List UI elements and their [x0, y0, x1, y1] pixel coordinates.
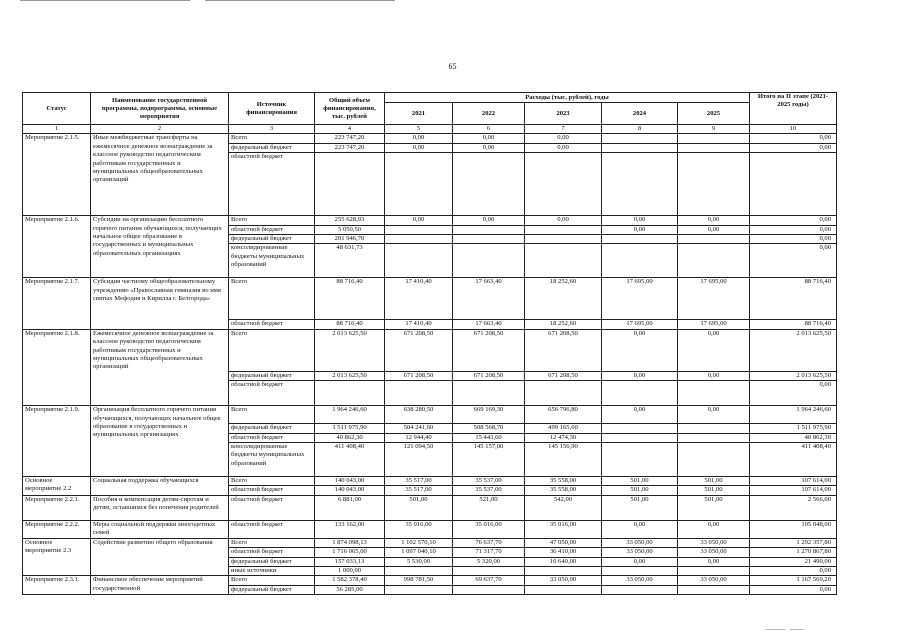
row-year-value: 0,00 — [678, 329, 750, 371]
scan-edge-line — [765, 629, 785, 630]
row-year-value: 521,00 — [453, 495, 525, 520]
row-source: иные источники — [229, 566, 315, 575]
header-name: Наименование государственной программы, подпрограммы, основные мероприятия — [91, 93, 229, 125]
row-total: 201 946,70 — [315, 235, 385, 244]
row-total: 40 862,30 — [315, 433, 385, 442]
header-year: 2023 — [525, 103, 602, 125]
row-stage-total: 1 292 357,80 — [750, 538, 837, 547]
row-year-value — [385, 225, 453, 234]
row-source: областной бюджет — [229, 433, 315, 442]
row-year-value: 0,00 — [602, 225, 678, 234]
row-stage-total: 0,00 — [750, 566, 837, 575]
table-row — [23, 329, 837, 371]
row-year-value: 0,00 — [525, 143, 602, 152]
row-year-value: 5 320,00 — [453, 557, 525, 566]
row-year-value — [453, 225, 525, 234]
row-source: федеральный бюджет — [229, 557, 315, 566]
row-year-value: 17 663,40 — [453, 320, 525, 329]
row-year-value: 15 443,60 — [453, 433, 525, 442]
row-source: Всего — [229, 406, 315, 424]
row-year-value — [602, 433, 678, 442]
row-year-value: 17 695,00 — [678, 278, 750, 320]
row-year-value: 33 050,00 — [525, 576, 602, 585]
row-year-value: 501,00 — [678, 495, 750, 520]
row-year-value — [678, 244, 750, 278]
row-status: Мероприятие 2.2.1. — [23, 495, 91, 520]
row-year-value: 35 517,00 — [385, 477, 453, 486]
row-stage-total: 2 013 625,50 — [750, 371, 837, 380]
row-year-value: 69 637,70 — [453, 576, 525, 585]
header-total: Общий объем финансирования, тыс. рублей — [315, 93, 385, 125]
header-status: Статус — [23, 93, 91, 125]
row-year-value: 638 280,50 — [385, 406, 453, 424]
row-year-value: 508 568,70 — [453, 424, 525, 433]
row-year-value: 17 695,00 — [602, 320, 678, 329]
row-total: 157 033,13 — [315, 557, 385, 566]
row-year-value: 35 016,00 — [525, 520, 602, 538]
row-total: 1 716 065,00 — [315, 548, 385, 557]
row-year-value — [525, 235, 602, 244]
row-year-value — [602, 585, 678, 594]
row-year-value: 0,00 — [602, 216, 678, 225]
row-stage-total: 21 490,00 — [750, 557, 837, 566]
row-year-value — [525, 225, 602, 234]
row-year-value — [525, 244, 602, 278]
row-year-value: 33 050,00 — [602, 548, 678, 557]
row-source: федеральный бюджет — [229, 143, 315, 152]
row-year-value: 0,00 — [525, 134, 602, 143]
row-year-value: 671 208,50 — [385, 329, 453, 371]
row-name: Финансовое обеспечение мероприятий государственной — [91, 576, 229, 595]
row-total: 1 511 975,90 — [315, 424, 385, 433]
row-year-value — [385, 566, 453, 575]
row-year-value: 0,00 — [602, 520, 678, 538]
row-stage-total: 107 614,00 — [750, 477, 837, 486]
row-total: 6 881,00 — [315, 495, 385, 520]
row-name: Содействие развитию общего образования — [91, 538, 229, 576]
row-total: 1 582 378,40 — [315, 576, 385, 585]
page-number: 65 — [448, 62, 457, 71]
row-stage-total: 0,00 — [750, 381, 837, 406]
column-index-row: 1 2 3 4 5 6 7 8 9 10 — [23, 125, 837, 134]
row-status: Мероприятие 2.1.7. — [23, 278, 91, 329]
row-year-value: 35 537,00 — [453, 486, 525, 495]
row-stage-total: 0,00 — [750, 143, 837, 152]
row-year-value — [602, 566, 678, 575]
row-stage-total: 107 614,00 — [750, 486, 837, 495]
row-stage-total: 0,00 — [750, 244, 837, 278]
row-name: Субсидия частному общеобразовательному учреждению «Православная гимназия во имя святых Мефодия и Кирилла г. Белгорода» — [91, 278, 229, 329]
row-total — [315, 153, 385, 216]
row-source: Всего — [229, 278, 315, 320]
table-row — [23, 495, 837, 520]
row-year-value: 5 530,00 — [385, 557, 453, 566]
row-year-value: 0,00 — [678, 520, 750, 538]
row-year-value — [678, 585, 750, 594]
row-source: областной бюджет — [229, 225, 315, 234]
row-year-value: 501,00 — [602, 477, 678, 486]
row-year-value: 36 410,00 — [525, 548, 602, 557]
row-year-value: 47 050,00 — [525, 538, 602, 547]
row-year-value — [602, 153, 678, 216]
row-year-value: 671 208,50 — [525, 371, 602, 380]
row-source: консолидированные бюджеты муниципальных образований — [229, 443, 315, 477]
table-row — [23, 477, 837, 486]
header-source: Источник финансирования — [229, 93, 315, 125]
row-year-value: 0,00 — [385, 143, 453, 152]
row-total: 56 285,00 — [315, 585, 385, 594]
row-total: 88 716,40 — [315, 320, 385, 329]
row-year-value: 121 094,50 — [385, 443, 453, 477]
row-name: Иные межбюджетные трансферты на ежемесячное денежное вознаграждение за классное руководство педагогическим работникам государственных и муниципальных общеобразовательных организаций — [91, 134, 229, 216]
row-source: Всего — [229, 134, 315, 143]
row-source: Всего — [229, 329, 315, 371]
row-year-value: 145 157,00 — [453, 443, 525, 477]
row-year-value: 0,00 — [602, 329, 678, 371]
row-total: 1 964 246,60 — [315, 406, 385, 424]
row-year-value: 17 410,40 — [385, 278, 453, 320]
row-source: областной бюджет — [229, 381, 315, 406]
row-total: 255 628,93 — [315, 216, 385, 225]
row-year-value: 671 208,50 — [385, 371, 453, 380]
row-status: Основное мероприятие 2.2 — [23, 477, 91, 496]
row-year-value: 35 537,00 — [453, 477, 525, 486]
row-year-value: 12 474,30 — [525, 433, 602, 442]
row-source: федеральный бюджет — [229, 235, 315, 244]
row-year-value — [678, 153, 750, 216]
row-year-value: 0,00 — [453, 134, 525, 143]
table-row — [23, 406, 837, 424]
row-year-value: 669 169,30 — [453, 406, 525, 424]
row-source: Всего — [229, 538, 315, 547]
row-year-value: 0,00 — [602, 406, 678, 424]
row-source: Всего — [229, 216, 315, 225]
row-total: 2 013 625,50 — [315, 329, 385, 371]
row-stage-total — [750, 153, 837, 216]
row-source: областной бюджет — [229, 520, 315, 538]
row-year-value — [525, 566, 602, 575]
table-row — [23, 520, 837, 538]
row-source: Всего — [229, 576, 315, 585]
row-year-value: 0,00 — [678, 406, 750, 424]
row-total: 5 050,50 — [315, 225, 385, 234]
row-year-value: 18 252,60 — [525, 320, 602, 329]
row-stage-total: 1 167 569,20 — [750, 576, 837, 585]
row-year-value: 0,00 — [453, 143, 525, 152]
row-year-value: 998 781,50 — [385, 576, 453, 585]
row-name: Меры социальной поддержки многодетных семей — [91, 520, 229, 538]
row-year-value — [678, 143, 750, 152]
row-stage-total: 1 511 975,90 — [750, 424, 837, 433]
row-year-value — [525, 153, 602, 216]
row-year-value — [602, 235, 678, 244]
row-year-value: 0,00 — [453, 216, 525, 225]
row-source: областной бюджет — [229, 486, 315, 495]
row-year-value — [678, 433, 750, 442]
row-year-value — [453, 381, 525, 406]
row-year-value — [602, 381, 678, 406]
row-name: Социальная поддержка обучающихся — [91, 477, 229, 496]
row-stage-total: 2 013 625,50 — [750, 329, 837, 371]
row-stage-total: 0,00 — [750, 134, 837, 143]
row-year-value — [602, 244, 678, 278]
row-year-value: 33 050,00 — [678, 548, 750, 557]
row-stage-total: 0,00 — [750, 235, 837, 244]
row-total: 140 043,00 — [315, 477, 385, 486]
row-year-value: 671 208,50 — [453, 371, 525, 380]
header-year: 2022 — [453, 103, 525, 125]
row-year-value: 499 165,60 — [525, 424, 602, 433]
row-total: 2 013 625,50 — [315, 371, 385, 380]
row-year-value — [678, 381, 750, 406]
row-stage-total: 0,00 — [750, 216, 837, 225]
row-year-value — [678, 134, 750, 143]
row-total: 1 874 098,13 — [315, 538, 385, 547]
row-total: 133 162,00 — [315, 520, 385, 538]
row-year-value: 501,00 — [602, 495, 678, 520]
row-year-value: 33 050,00 — [602, 538, 678, 547]
row-total: 411 408,40 — [315, 443, 385, 477]
table-row — [23, 278, 837, 320]
row-source: федеральный бюджет — [229, 585, 315, 594]
row-year-value: 504 241,60 — [385, 424, 453, 433]
row-year-value: 17 695,00 — [602, 278, 678, 320]
table-row — [23, 134, 837, 143]
row-year-value — [602, 134, 678, 143]
header-year: 2021 — [385, 103, 453, 125]
table-row — [23, 538, 837, 547]
row-year-value — [453, 566, 525, 575]
row-source: областной бюджет — [229, 495, 315, 520]
row-total: 223 747,20 — [315, 134, 385, 143]
row-year-value: 35 016,00 — [385, 520, 453, 538]
row-year-value: 0,00 — [525, 216, 602, 225]
row-year-value — [602, 443, 678, 477]
row-status: Мероприятие 2.2.2. — [23, 520, 91, 538]
row-stage-total: 0,00 — [750, 225, 837, 234]
row-year-value: 0,00 — [678, 557, 750, 566]
table-row — [23, 576, 837, 585]
row-source: консолидированные бюджеты муниципальных образований — [229, 244, 315, 278]
row-name: Ежемесячное денежное вознаграждение за классное руководство педагогическим работникам государственных и муниципальных общеобразовательных организаций — [91, 329, 229, 405]
row-year-value: 33 050,00 — [678, 538, 750, 547]
row-year-value: 671 208,50 — [453, 329, 525, 371]
row-year-value: 1 102 570,10 — [385, 538, 453, 547]
row-total — [315, 381, 385, 406]
row-year-value — [525, 585, 602, 594]
row-year-value — [678, 566, 750, 575]
row-year-value: 18 252,60 — [525, 278, 602, 320]
row-year-value: 0,00 — [602, 557, 678, 566]
row-source: областной бюджет — [229, 153, 315, 216]
row-year-value: 17 695,00 — [678, 320, 750, 329]
row-total: 88 716,40 — [315, 278, 385, 320]
header-stage: Итого на II этапе (2021-2025 годы) — [750, 93, 837, 125]
row-stage-total: 411 408,40 — [750, 443, 837, 477]
row-year-value — [678, 235, 750, 244]
row-year-value: 12 944,40 — [385, 433, 453, 442]
row-source: областной бюджет — [229, 548, 315, 557]
row-year-value: 0,00 — [385, 216, 453, 225]
table-row — [23, 216, 837, 225]
row-year-value: 0,00 — [678, 216, 750, 225]
row-year-value — [678, 424, 750, 433]
row-year-value: 501,00 — [678, 486, 750, 495]
row-year-value — [385, 244, 453, 278]
scan-edge-line — [790, 629, 804, 630]
row-year-value — [385, 381, 453, 406]
row-year-value: 0,00 — [602, 371, 678, 380]
row-year-value — [602, 143, 678, 152]
row-year-value — [453, 153, 525, 216]
row-year-value: 33 050,00 — [602, 576, 678, 585]
row-year-value — [525, 381, 602, 406]
row-year-value — [678, 443, 750, 477]
row-stage-total: 1 270 867,80 — [750, 548, 837, 557]
header-year: 2024 — [602, 103, 678, 125]
row-year-value — [385, 235, 453, 244]
row-year-value: 0,00 — [678, 225, 750, 234]
scan-edge-line — [205, 0, 395, 1]
row-year-value: 145 156,90 — [525, 443, 602, 477]
row-total: 1 000,00 — [315, 566, 385, 575]
row-year-value: 542,00 — [525, 495, 602, 520]
row-year-value: 35 558,00 — [525, 477, 602, 486]
row-year-value: 0,00 — [385, 134, 453, 143]
row-status: Мероприятие 2.1.8. — [23, 329, 91, 405]
scan-edge-line — [20, 0, 190, 1]
row-year-value: 71 317,70 — [453, 548, 525, 557]
row-name: Пособия и компенсация детям-сиротам и детям, оставшимся без попечения родителей — [91, 495, 229, 520]
row-year-value: 76 637,70 — [453, 538, 525, 547]
header-year: 2025 — [678, 103, 750, 125]
row-name: Субсидии на организацию бесплатного горячего питания обучающихся, получающих начальное общее образование в государственных и муниципальных образовательных организациях — [91, 216, 229, 278]
row-source: областной бюджет — [229, 320, 315, 329]
row-total: 140 043,00 — [315, 486, 385, 495]
header-expenses: Расходы (тыс. рублей), годы — [385, 93, 750, 103]
row-year-value: 501,00 — [385, 495, 453, 520]
row-stage-total: 88 716,40 — [750, 278, 837, 320]
row-stage-total: 0,00 — [750, 585, 837, 594]
row-status: Основное мероприятие 2.3 — [23, 538, 91, 576]
row-year-value — [385, 585, 453, 594]
row-year-value — [602, 424, 678, 433]
financing-table — [22, 92, 837, 595]
row-status: Мероприятие 2.1.6. — [23, 216, 91, 278]
row-total: 223 747,20 — [315, 143, 385, 152]
row-year-value: 501,00 — [602, 486, 678, 495]
row-source: федеральный бюджет — [229, 424, 315, 433]
row-year-value — [453, 235, 525, 244]
row-year-value: 501,00 — [678, 477, 750, 486]
row-year-value: 33 050,00 — [678, 576, 750, 585]
row-year-value: 656 796,80 — [525, 406, 602, 424]
row-total: 48 631,73 — [315, 244, 385, 278]
row-year-value: 1 097 040,10 — [385, 548, 453, 557]
row-status: Мероприятие 2.1.5. — [23, 134, 91, 216]
row-name: Организация бесплатного горячего питания обучающихся, получающих начальное общее образование в государственных и муниципальных организациях — [91, 406, 229, 477]
row-year-value — [453, 244, 525, 278]
row-status: Мероприятие 2.1.9. — [23, 406, 91, 477]
row-year-value: 0,00 — [678, 371, 750, 380]
row-status: Мероприятие 2.3.1. — [23, 576, 91, 595]
row-stage-total: 2 566,00 — [750, 495, 837, 520]
row-year-value: 17 410,40 — [385, 320, 453, 329]
row-year-value: 10 640,00 — [525, 557, 602, 566]
row-stage-total: 40 862,30 — [750, 433, 837, 442]
row-stage-total: 88 716,40 — [750, 320, 837, 329]
row-year-value: 35 517,00 — [385, 486, 453, 495]
row-year-value: 17 663,40 — [453, 278, 525, 320]
row-year-value: 35 016,00 — [453, 520, 525, 538]
row-year-value: 35 558,00 — [525, 486, 602, 495]
row-source: Всего — [229, 477, 315, 486]
row-stage-total: 105 048,00 — [750, 520, 837, 538]
row-year-value: 671 208,50 — [525, 329, 602, 371]
row-year-value — [453, 585, 525, 594]
row-source: федеральный бюджет — [229, 371, 315, 380]
row-year-value — [385, 153, 453, 216]
row-stage-total: 1 964 246,60 — [750, 406, 837, 424]
